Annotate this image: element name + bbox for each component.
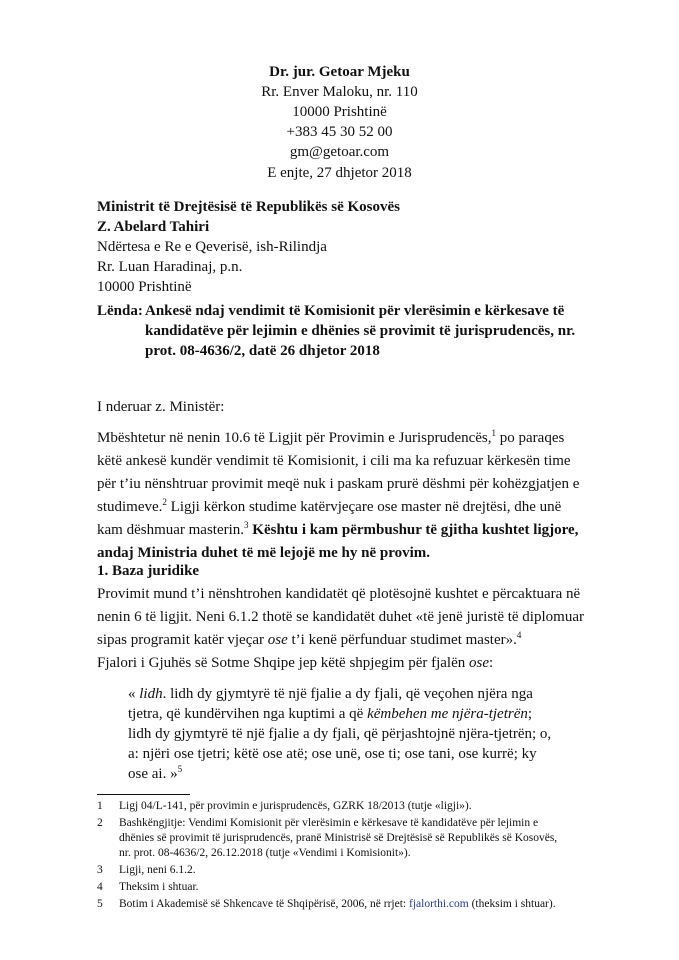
recipient-person: Z. Abelard Tahiri xyxy=(97,219,210,235)
text-run: Fjalori i Gjuhës së Sotme Shqipe jep këtë shpjegim për fjalën xyxy=(97,655,470,671)
footnote-ref-2: 2 xyxy=(162,497,167,507)
sender-block xyxy=(0,62,679,162)
footnote-3 xyxy=(97,863,587,878)
text-run: Ligji kërkon studime katërvjeçare ose master në drejtësi, dhe unë xyxy=(166,499,562,515)
recipient-street: Rr. Luan Haradinaj, p.n. xyxy=(97,259,243,275)
fjalorthi-link[interactable]: fjalorthi.com xyxy=(409,898,469,910)
text-run: ; xyxy=(527,706,533,722)
quote-line: a: njëri ose tjetri; këtë ose atë; ose unë, ose ti; ose tani, ose kurrë; ky xyxy=(128,746,537,762)
paragraph-line: nenin 6 të ligjit. Neni 6.1.2 thotë se kandidatët duhet «të jenë juristë të diplomuar xyxy=(97,609,584,625)
subject-line: prot. 08-4636/2, datë 26 dhjetor 2018 xyxy=(145,343,380,359)
footnote-text-line: Bashkëngjitje: Vendimi Komisionit për vlerësimin e kërkesave të kandidatëve për lejimin e xyxy=(119,817,539,829)
text-run: po paraqes xyxy=(496,430,565,446)
footnote-text: Theksim i shtuar. xyxy=(119,881,199,893)
quote-line xyxy=(128,684,568,704)
recipient-institution: Ministrit të Drejtësisë të Republikës së Kosovës xyxy=(97,199,401,215)
letter-date: E enjte, 27 dhjetor 2018 xyxy=(267,165,412,181)
quote-line: lidh dy gjymtyrë të një fjalie a dy fjali, që përjashtojnë njëra-tjetrën; o, xyxy=(128,726,552,742)
intro-paragraph xyxy=(97,427,580,565)
quote-line xyxy=(128,704,568,724)
footnote-number: 2 xyxy=(97,817,103,829)
text-run: studimeve. xyxy=(97,499,163,515)
italic-text-run: lidh xyxy=(139,686,163,702)
footnote-text: (theksim i shtuar). xyxy=(468,898,556,910)
sender-name: Dr. jur. Getoar Mjeku xyxy=(269,64,410,80)
footnote-2 xyxy=(97,816,587,861)
paragraph-line xyxy=(97,652,567,675)
footnotes xyxy=(97,799,587,914)
section-heading: 1. Baza juridike xyxy=(97,563,200,579)
footnote-text: Ligji, neni 6.1.2. xyxy=(119,864,196,876)
recipient-city: 10000 Prishtinë xyxy=(97,279,192,295)
footnote-number: 4 xyxy=(97,881,103,893)
sender-city: 10000 Prishtinë xyxy=(292,104,387,120)
paragraph-line: andaj Ministria duhet të më lejojë me hy në provim. xyxy=(97,545,431,561)
sender-street: Rr. Enver Maloku, nr. 110 xyxy=(261,84,418,100)
footnote-text-line: nr. prot. 08-4636/2, 26.12.2018 (tutje «Vendimi i Komisionit»). xyxy=(119,847,411,859)
paragraph-line: për t’iu nënshtruar provimit meqë nuk i paskam prurë dëshmi për kohëzgjatjen e xyxy=(97,476,580,492)
salutation: I nderuar z. Ministër: xyxy=(97,399,225,415)
footnote-text-line: dhënies së provimit të jurisprudencës, pranë Ministrisë së Drejtësisë së Republikës së Kosovës, xyxy=(119,832,558,844)
footnote-number: 3 xyxy=(97,864,103,876)
footnote-divider xyxy=(97,794,190,795)
paragraph-line xyxy=(97,496,567,519)
text-run: ose ai. » xyxy=(128,766,178,782)
recipient-block xyxy=(97,197,637,297)
text-run: . lidh dy gjymtyrë të një fjalie a dy fjali, që veçohen njëra nga xyxy=(162,686,533,702)
subject-line: kandidatëve për lejimin e dhënies së provimit të jurisprudencës, nr. xyxy=(145,323,576,339)
footnote-ref-1: 1 xyxy=(491,428,497,438)
footnote-1 xyxy=(97,799,587,814)
text-run: kam dëshmuar masterin. xyxy=(97,522,245,538)
footnote-4 xyxy=(97,880,587,895)
dictionary-quote xyxy=(128,684,568,784)
paragraph-line xyxy=(97,629,567,652)
text-run: : xyxy=(489,655,494,671)
footnote-ref-5: 5 xyxy=(177,764,183,774)
footnote-number: 5 xyxy=(97,898,103,910)
paragraph-line: këtë ankesë kundër vendimit të Komisionit, i cili ma ka refuzuar kërkesën time xyxy=(97,453,571,469)
text-run: tjetra, që kundërvihen nga kuptimi a që xyxy=(128,706,368,722)
footnote-ref-3: 3 xyxy=(244,520,249,530)
text-run: sipas programit katër vjeçar xyxy=(97,632,268,648)
italic-text-run: ose xyxy=(267,632,288,648)
footnote-5 xyxy=(97,897,587,912)
legal-basis-paragraph xyxy=(97,583,584,652)
text-run: « xyxy=(128,686,140,702)
text-run: t’i kenë përfunduar studimet master». xyxy=(287,632,517,648)
quote-line xyxy=(128,764,568,784)
paragraph-line xyxy=(97,427,567,450)
italic-text-run: ose xyxy=(469,655,490,671)
paragraph-line xyxy=(97,519,579,542)
footnote-number: 1 xyxy=(97,800,103,812)
subject-line: Ankesë ndaj vendimit të Komisionit për vlerësimin e kërkesave të xyxy=(145,303,565,319)
subject-label: Lënda: xyxy=(97,303,143,319)
italic-text-run: këmbehen me njëra-tjetrën xyxy=(367,706,528,722)
sender-phone: +383 45 30 52 00 xyxy=(286,124,393,140)
text-run: Mbështetur në nenin 10.6 të Ligjit për Provimin e Jurisprudencës, xyxy=(97,430,492,446)
footnote-text: Botim i Akademisë së Shkencave të Shqipërisë, 2006, në rrjet: xyxy=(119,898,409,910)
paragraph-line: Provimit mund t’i nënshtrohen kandidatët që plotësojnë kushtet e përcaktuara në xyxy=(97,586,581,602)
sender-email: gm@getoar.com xyxy=(289,144,390,160)
footnote-text: Ligj 04/L-141, për provimin e jurisprudencës, GZRK 18/2013 (tutje «ligji»). xyxy=(119,800,472,812)
subject-text xyxy=(145,301,637,361)
bold-text-run: Kështu i kam përmbushur të gjitha kushtet ligjore, xyxy=(252,522,579,538)
recipient-building: Ndërtesa e Re e Qeverisë, ish-Rilindja xyxy=(97,239,327,255)
dictionary-paragraph xyxy=(97,652,567,675)
footnote-ref-4: 4 xyxy=(516,630,522,640)
